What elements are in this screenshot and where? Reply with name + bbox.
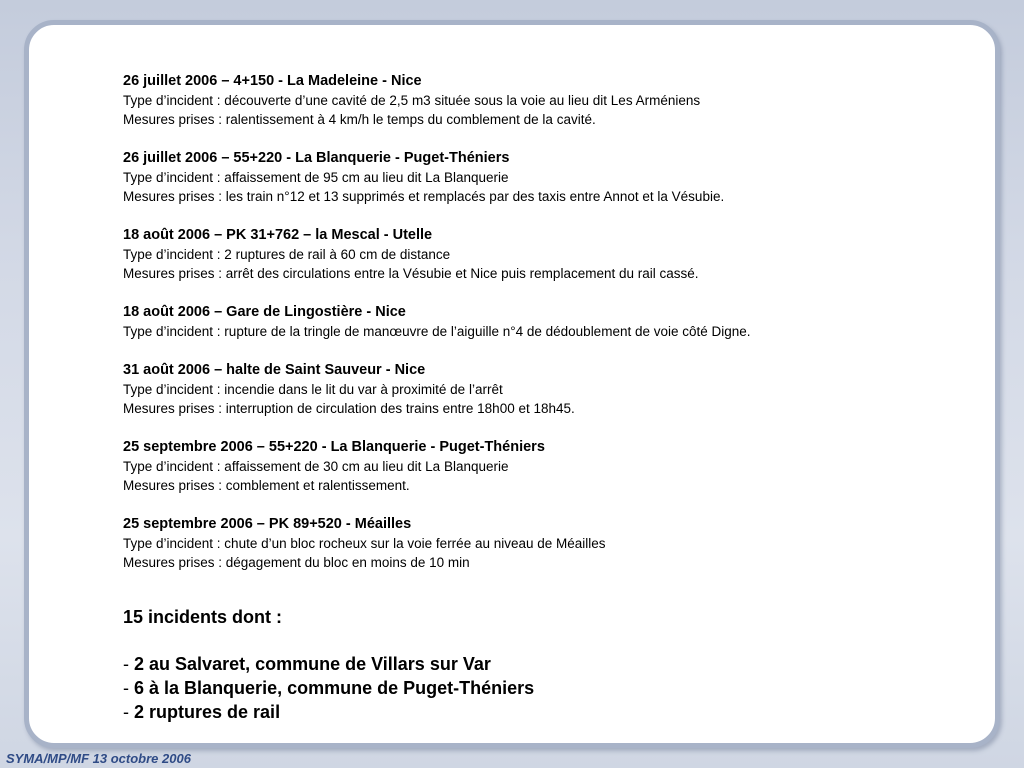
summary-heading: 15 incidents dont : <box>123 607 283 627</box>
incident-title: 18 août 2006 – Gare de Lingostière - Nice <box>123 304 406 320</box>
summary-list-item <box>123 676 983 700</box>
summary-list-item <box>123 652 983 676</box>
incident-type-line: Type d’incident : rupture de la tringle de manœuvre de l’aiguille n°4 de dédoublement de voie côté Digne. <box>123 324 751 339</box>
incident-measures-line: Mesures prises : dégagement du bloc en moins de 10 min <box>123 555 470 570</box>
incident-title: 25 septembre 2006 – 55+220 - La Blanquerie - Puget-Théniers <box>123 439 545 455</box>
summary-section <box>123 605 983 724</box>
bullet-dash: - <box>123 702 129 722</box>
incident-list <box>123 72 983 572</box>
incident-block <box>123 438 983 495</box>
summary-item-text: 2 au Salvaret, commune de Villars sur Var <box>134 654 491 674</box>
incident-type-line: Type d’incident : 2 ruptures de rail à 60 cm de distance <box>123 247 451 262</box>
incident-measures-line: Mesures prises : ralentissement à 4 km/h le temps du comblement de la cavité. <box>123 112 596 127</box>
incident-type-line: Type d’incident : affaissement de 30 cm au lieu dit La Blanquerie <box>123 459 509 474</box>
summary-list-item <box>123 700 983 724</box>
incident-title: 26 juillet 2006 – 4+150 - La Madeleine - Nice <box>123 73 422 89</box>
incident-measures-line: Mesures prises : arrêt des circulations entre la Vésubie et Nice puis remplacement du rail cassé. <box>123 266 699 281</box>
incident-title: 26 juillet 2006 – 55+220 - La Blanquerie - Puget-Théniers <box>123 150 510 166</box>
incident-block <box>123 226 983 283</box>
incident-measures-line: Mesures prises : les train n°12 et 13 supprimés et remplacés par des taxis entre Annot et la Vésubie. <box>123 189 725 204</box>
incident-block <box>123 515 983 572</box>
incident-type-line: Type d’incident : incendie dans le lit du var à proximité de l’arrêt <box>123 382 503 397</box>
incident-measures-line: Mesures prises : comblement et ralentissement. <box>123 478 410 493</box>
incident-title: 31 août 2006 – halte de Saint Sauveur - Nice <box>123 362 426 378</box>
incident-type-line: Type d’incident : découverte d’une cavité de 2,5 m3 située sous la voie au lieu dit Les Arméniens <box>123 93 701 108</box>
bullet-dash: - <box>123 654 129 674</box>
slide-content <box>123 72 983 724</box>
summary-list <box>123 652 983 724</box>
incident-title: 25 septembre 2006 – PK 89+520 - Méailles <box>123 516 412 532</box>
incident-block <box>123 303 983 341</box>
incident-block <box>123 361 983 418</box>
incident-type-line: Type d’incident : affaissement de 95 cm au lieu dit La Blanquerie <box>123 170 509 185</box>
incident-type-line: Type d’incident : chute d’un bloc rocheux sur la voie ferrée au niveau de Méailles <box>123 536 606 551</box>
bullet-dash: - <box>123 678 129 698</box>
incident-block <box>123 72 983 129</box>
incident-measures-line: Mesures prises : interruption de circulation des trains entre 18h00 et 18h45. <box>123 401 575 416</box>
incident-block <box>123 149 983 206</box>
incident-title: 18 août 2006 – PK 31+762 – la Mescal - Utelle <box>123 227 433 243</box>
summary-item-text: 2 ruptures de rail <box>134 702 281 722</box>
summary-item-text: 6 à la Blanquerie, commune de Puget-Théniers <box>134 678 535 698</box>
footer-text: SYMA/MP/MF 13 octobre 2006 <box>6 751 191 766</box>
slide-frame <box>24 20 1000 748</box>
